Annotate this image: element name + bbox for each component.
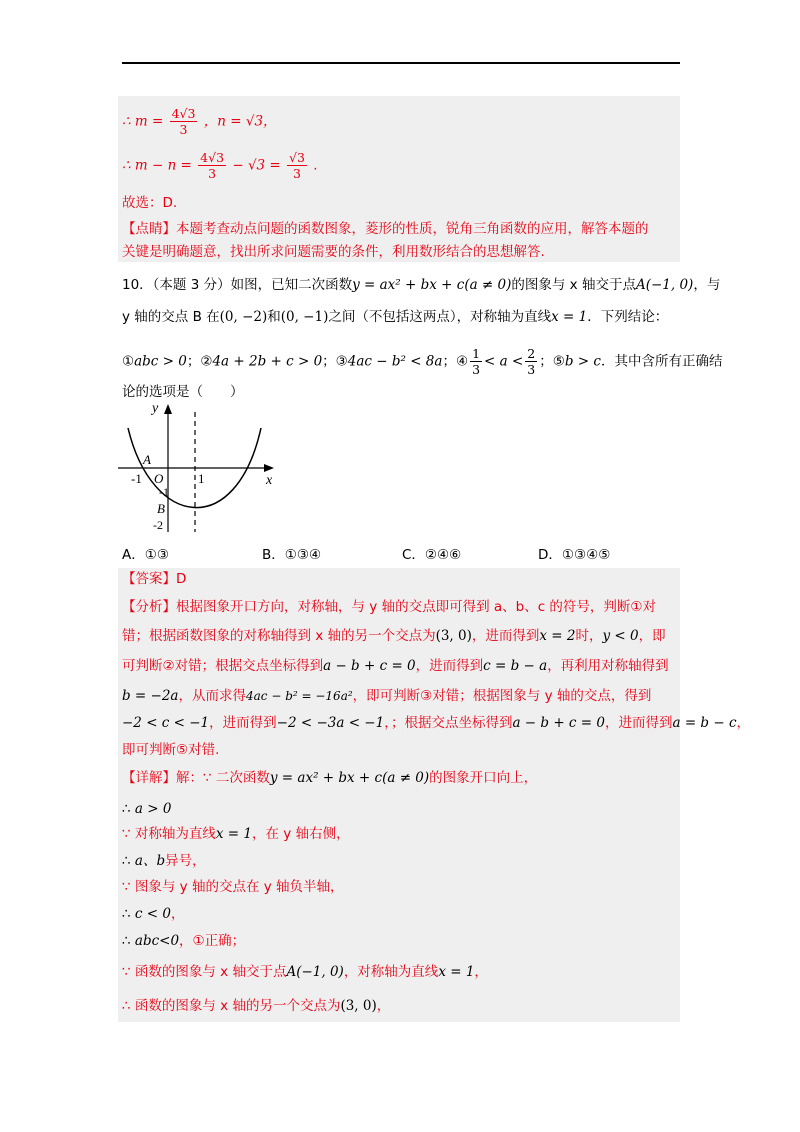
detail-tag: 【详解】 [122, 770, 176, 786]
c1-math: abc > 0 [134, 353, 187, 370]
analysis-l3-b: ，进而得到 [415, 658, 484, 674]
analysis-eq-2: c = b − a [483, 658, 548, 674]
analysis-line-3 [122, 656, 669, 676]
detail-line-3 [122, 824, 350, 844]
header-rule [122, 62, 680, 64]
analysis-eq-6: −2 < −3a < −1 [276, 715, 385, 731]
analysis-l3-c: ，再利用对称轴得到 [547, 658, 669, 674]
option-b[interactable]: B．①③④ [262, 547, 322, 563]
c4-marker: ；④ [442, 353, 469, 370]
detail-l8-pre: ∵ 函数的图象与 x 轴交于点 [122, 964, 287, 980]
detail-l8-b: ，对称轴为直线 [343, 964, 439, 980]
c2-math: 4a + 2b + c > 0 [212, 353, 323, 370]
detail-l2-math: a > 0 [134, 801, 172, 817]
x-axis-label: x [266, 473, 273, 488]
detail-l6-math: c < 0 [134, 906, 171, 922]
detail-line-7 [122, 931, 245, 951]
q10-l2-a: y 轴的交点 B 在 [122, 309, 220, 325]
analysis-line-6: 即可判断⑤对错. [122, 742, 220, 758]
prev-mn-line [122, 150, 318, 181]
mn-end: . [313, 157, 318, 174]
mn-prefix: ∴ m − n = [122, 157, 192, 174]
analysis-l5-a: ，进而得到 [209, 715, 277, 731]
n-value: ，n = √3， [203, 113, 277, 130]
prev-choice: 故选：D. [122, 195, 178, 211]
tick-neg2-y: -2 [153, 518, 163, 532]
detail-l7-pre: ∴ [122, 933, 131, 949]
analysis-l5-d: ， [736, 715, 751, 731]
c5-math: b > c [564, 353, 601, 370]
detail-l8-math: x = 1 [438, 964, 475, 980]
detail-line-2 [122, 799, 171, 819]
analysis-line-5 [122, 713, 750, 733]
q10-point-a: A(−1, 0) [635, 277, 694, 293]
q10-conclusions [122, 346, 722, 377]
q10-and: 和 [267, 309, 281, 325]
c4-frac-2: $\frac{2}{3}$ [527, 346, 536, 377]
analysis-eq-4: 4ac − b² = −16a² [246, 689, 353, 703]
analysis-eq-5: −2 < c < −1 [122, 715, 210, 731]
analysis-l5-c: ，进而得到 [604, 715, 673, 731]
point-a-label: A [143, 452, 151, 467]
analysis-l4-b: ，即可判断③对错；根据图象与 y 轴的交点，得到 [352, 688, 652, 704]
comment-text-1: 本题考查动点问题的函数图象，菱形的性质，锐角三角函数的应用，解答本题的 [176, 221, 649, 237]
detail-point-a: A(−1, 0) [286, 964, 344, 980]
mn-fraction-2: $\frac{√3}{3}$ [289, 150, 305, 181]
c3-math: 4ac − b² < 8a [347, 353, 443, 370]
detail-line-1 [122, 768, 537, 788]
detail-point-30: (3, 0) [340, 998, 377, 1014]
detail-l4-b: 异号， [165, 853, 206, 869]
option-a[interactable]: A．①③ [122, 547, 169, 563]
m-fraction: $\frac{4√3}{3}$ [171, 106, 196, 137]
detail-l1-a: 解：∵ 二次函数 [176, 770, 270, 786]
detail-line-6 [122, 904, 184, 924]
detail-l2-pre: ∴ [122, 801, 131, 817]
q10-tail: ．其中含所有正确结 [600, 353, 723, 370]
analysis-l2-c: 时， [575, 628, 603, 644]
analysis-l4-a: ，从而求得 [178, 688, 246, 704]
q10-function: y = ax² + bx + c [352, 277, 465, 293]
detail-line-8 [122, 962, 488, 982]
q10-line-2 [122, 307, 668, 327]
analysis-eq-1: a − b + c = 0 [323, 658, 416, 674]
detail-line-4 [122, 851, 206, 871]
detail-function: y = ax² + bx + c [269, 770, 383, 786]
answer-tag: 【答案】 [122, 571, 176, 587]
c5-marker: ；⑤ [539, 353, 565, 370]
detail-l3-b: ，在 y 轴右侧， [252, 826, 350, 842]
therefore-m: ∴ m = [122, 113, 164, 130]
detail-l8-c: ， [474, 964, 488, 980]
q10-line-4: 论的选项是（ ） [122, 384, 244, 400]
tick-1-x: 1 [198, 471, 205, 486]
c3-marker: ；③ [322, 353, 348, 370]
analysis-l3-a: 可判断②对错；根据交点坐标得到 [122, 658, 324, 674]
origin-label: O [154, 471, 164, 486]
analysis-x2: x = 2 [539, 628, 576, 644]
parabola-graph [118, 400, 278, 536]
tick-neg1-y: -1 [159, 485, 169, 499]
q10-text-c: ，与 [693, 277, 721, 293]
comment-line-2: 关键是明确题意，找出所求问题需要的条件，利用数形结合的思想解答. [122, 244, 545, 260]
tick-neg1-x: -1 [131, 471, 142, 486]
analysis-l2-b: ，进而得到 [471, 628, 540, 644]
detail-l4-math: a、b [134, 853, 166, 869]
y-axis-label: y [152, 401, 159, 416]
analysis-point-30: (3, 0) [435, 628, 472, 644]
analysis-eq-3: b = −2a [122, 688, 179, 704]
detail-l3-pre: ∵ 对称轴为直线 [122, 826, 216, 842]
detail-l9-pre: ∴ 函数的图象与 x 轴的另一个交点为 [122, 998, 341, 1014]
c4-mid: < a < [484, 353, 524, 370]
minus-sqrt3: − √3 = [232, 157, 281, 174]
prev-m-line [122, 106, 277, 137]
detail-l9-b: ， [376, 998, 391, 1014]
point-b-label: B [157, 501, 165, 516]
q10-point-1: (0, −2) [219, 309, 268, 325]
answer-value: D [176, 571, 187, 587]
y-axis-arrow [164, 404, 172, 414]
analysis-l2-d: ，即 [638, 628, 666, 644]
option-d[interactable]: D．①③④⑤ [538, 547, 611, 563]
detail-l1-b: 的图象开口向上， [429, 770, 538, 786]
analysis-text-1: 根据图象开口方向，对称轴，与 y 轴的交点即可得到 a、b、c 的符号，判断①对 [176, 599, 657, 615]
comment-line-1 [122, 219, 649, 239]
analysis-line-1 [122, 597, 656, 617]
c1-marker: ① [122, 353, 135, 370]
q10-text-b: 的图象与 x 轴交于点 [511, 277, 636, 293]
c2-marker: ；② [186, 353, 213, 370]
q10-intro: 10．（本题 3 分）如图，已知二次函数 [122, 277, 353, 293]
analysis-l5-b: ，；根据交点坐标得到 [384, 715, 513, 731]
detail-line-9 [122, 996, 390, 1016]
option-c[interactable]: C．②④⑥ [402, 547, 462, 563]
answer-line [122, 569, 186, 589]
q10-axis: x = 1 [551, 309, 588, 325]
c4-frac-1: $\frac{1}{3}$ [472, 346, 481, 377]
comment-tag: 【点睛】 [122, 221, 176, 237]
x-axis-arrow [264, 464, 274, 472]
detail-l7-math: abc<0 [134, 933, 180, 949]
q10-l2-c: ．下列结论： [587, 309, 669, 325]
detail-l6-pre: ∴ [122, 906, 131, 922]
analysis-tag: 【分析】 [122, 599, 176, 615]
analysis-line-2 [122, 626, 666, 646]
analysis-eq-7: a − b + c = 0 [512, 715, 605, 731]
detail-condition: (a ≠ 0) [382, 770, 430, 786]
detail-l6-b: ， [170, 906, 185, 922]
detail-l4-pre: ∴ [122, 853, 131, 869]
detail-l7-b: ，①正确； [179, 933, 246, 949]
analysis-eq-8: a = b − c [672, 715, 737, 731]
detail-l3-math: x = 1 [215, 826, 252, 842]
mn-fraction-1: $\frac{4√3}{3}$ [200, 150, 225, 181]
q10-l2-b: 之间（不包括这两点），对称轴为直线 [328, 309, 552, 325]
analysis-l2-a: 错；根据函数图象的对称轴得到 x 轴的另一个交点为 [122, 628, 436, 644]
q10-point-2: (0, −1) [280, 309, 329, 325]
analysis-y-neg: y < 0 [602, 628, 639, 644]
q10-condition: (a ≠ 0) [464, 277, 512, 293]
detail-line-5: ∵ 图象与 y 轴的交点在 y 轴负半轴， [122, 879, 344, 895]
analysis-line-4 [122, 686, 651, 706]
q10-line-1 [122, 275, 720, 295]
